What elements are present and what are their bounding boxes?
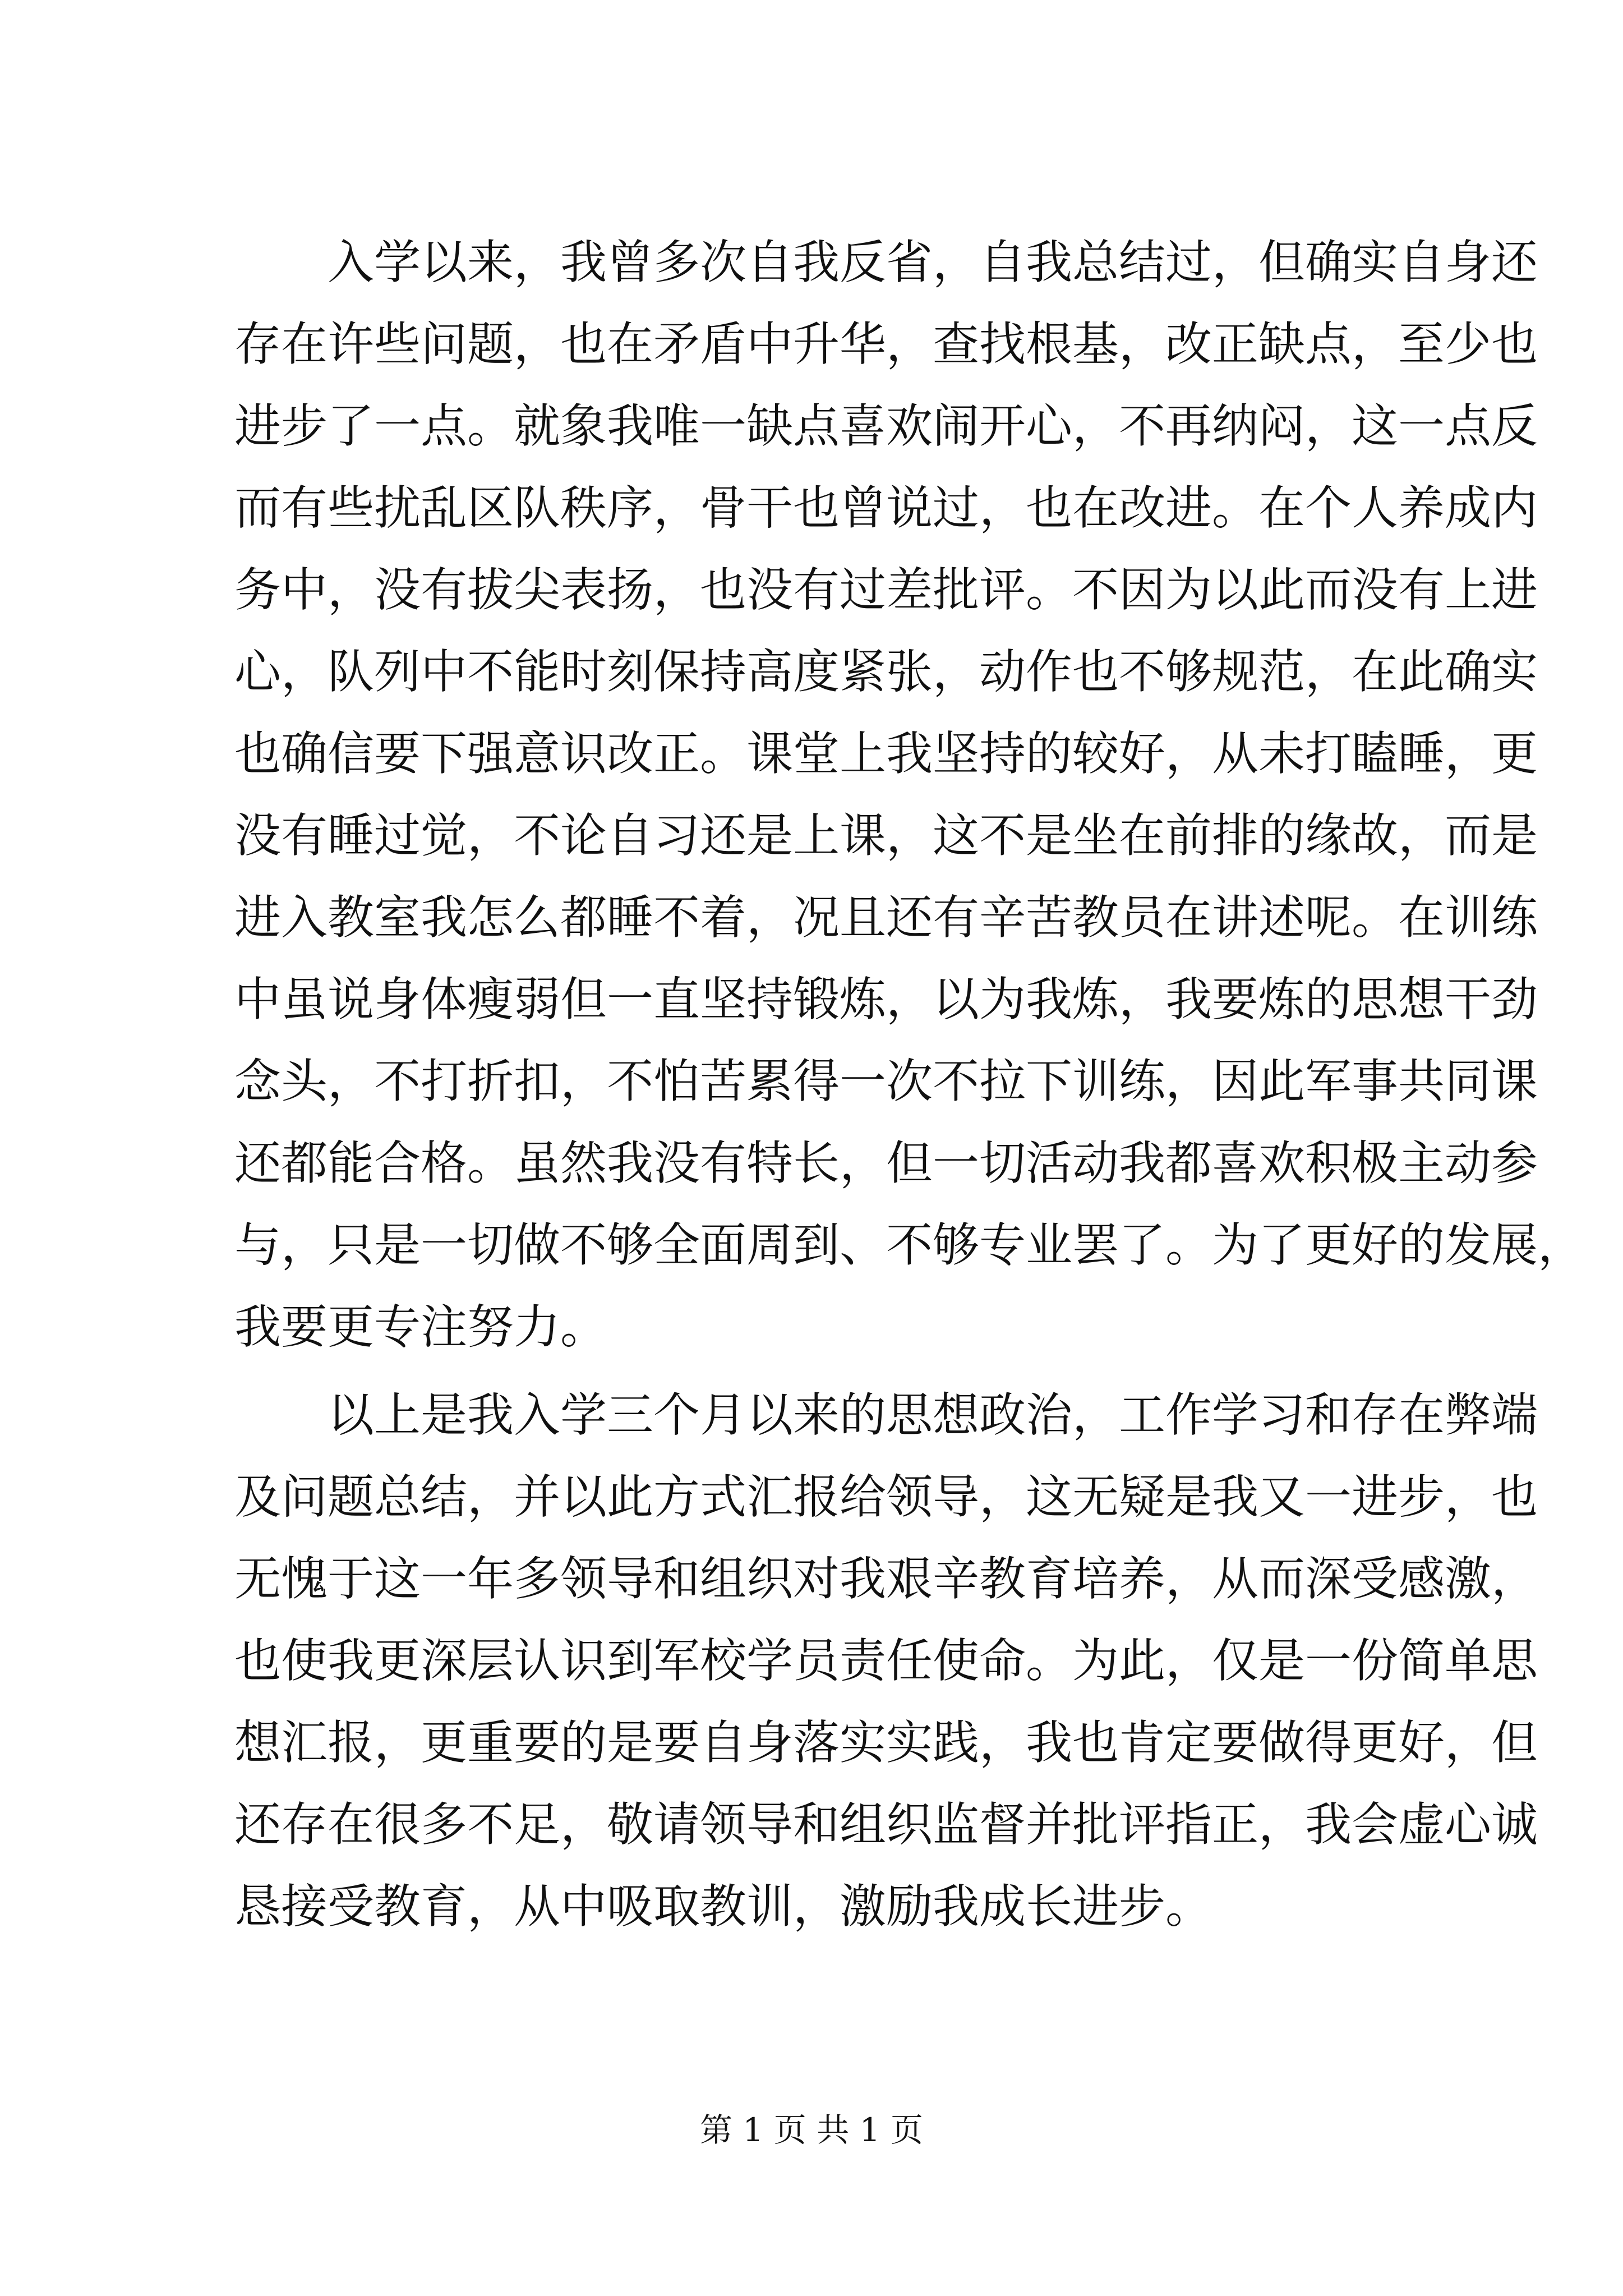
text-line: 存在许些问题，也在矛盾中升华，查找根基，改正缺点，至少也 bbox=[234, 317, 1538, 371]
text-line: 还都能合格。虽然我没有特长，但一切活动我都喜欢积极主动参 bbox=[234, 1136, 1538, 1190]
text-line: 没有睡过觉，不论自习还是上课，这不是坐在前排的缘故，而是 bbox=[234, 808, 1538, 863]
paragraph-gap bbox=[234, 1368, 1440, 1374]
text-line: 及问题总结，并以此方式汇报给领导，这无疑是我又一进步，也 bbox=[234, 1470, 1538, 1524]
text-line: 进步了一点。就象我唯一缺点喜欢闹开心，不再纳闷，这一点反 bbox=[234, 399, 1538, 453]
text-line: 想汇报，更重要的是要自身落实实践，我也肯定要做得更好，但 bbox=[234, 1715, 1538, 1770]
document-body bbox=[234, 222, 1584, 1948]
text-line: 与，只是一切做不够全面周到、不够专业罢了。为了更好的发展， bbox=[234, 1218, 1584, 1272]
paragraph bbox=[234, 222, 1584, 1368]
text-line: 我要更专注努力。 bbox=[234, 1300, 607, 1354]
text-line: 心，队列中不能时刻保持高度紧张，动作也不够规范，在此确实 bbox=[234, 645, 1538, 699]
paragraph bbox=[234, 1374, 1538, 1948]
text-line: 进入教室我怎么都睡不着，况且还有辛苦教员在讲述呢。在训练 bbox=[234, 890, 1538, 945]
text-line: 也确信要下强意识改正。课堂上我坚持的较好，从未打瞌睡，更 bbox=[234, 726, 1538, 781]
page-footer: 第 1 页 共 1 页 bbox=[700, 2111, 923, 2149]
text-line: 还存在很多不足，敬请领导和组织监督并批评指正，我会虚心诚 bbox=[234, 1797, 1538, 1852]
text-line: 中虽说身体瘦弱但一直坚持锻炼，以为我炼，我要炼的思想干劲 bbox=[234, 972, 1538, 1027]
text-line: 念头，不打折扣，不怕苦累得一次不拉下训练，因此军事共同课 bbox=[234, 1054, 1538, 1108]
text-line: 以上是我入学三个月以来的思想政治，工作学习和存在弊端 bbox=[328, 1388, 1538, 1442]
text-line: 务中，没有拔尖表扬，也没有过差批评。不因为以此而没有上进 bbox=[234, 563, 1538, 617]
text-line: 恳接受教育，从中吸取教训，激励我成长进步。 bbox=[234, 1879, 1212, 1934]
text-line: 无愧于这一年多领导和组织对我艰辛教育培养，从而深受感激， bbox=[234, 1552, 1538, 1606]
text-line: 而有些扰乱区队秩序，骨干也曾说过，也在改进。在个人养成内 bbox=[234, 481, 1538, 535]
text-line: 入学以来，我曾多次自我反省，自我总结过，但确实自身还 bbox=[328, 235, 1538, 289]
text-line: 也使我更深层认识到军校学员责任使命。为此，仅是一份简单思 bbox=[234, 1634, 1538, 1688]
